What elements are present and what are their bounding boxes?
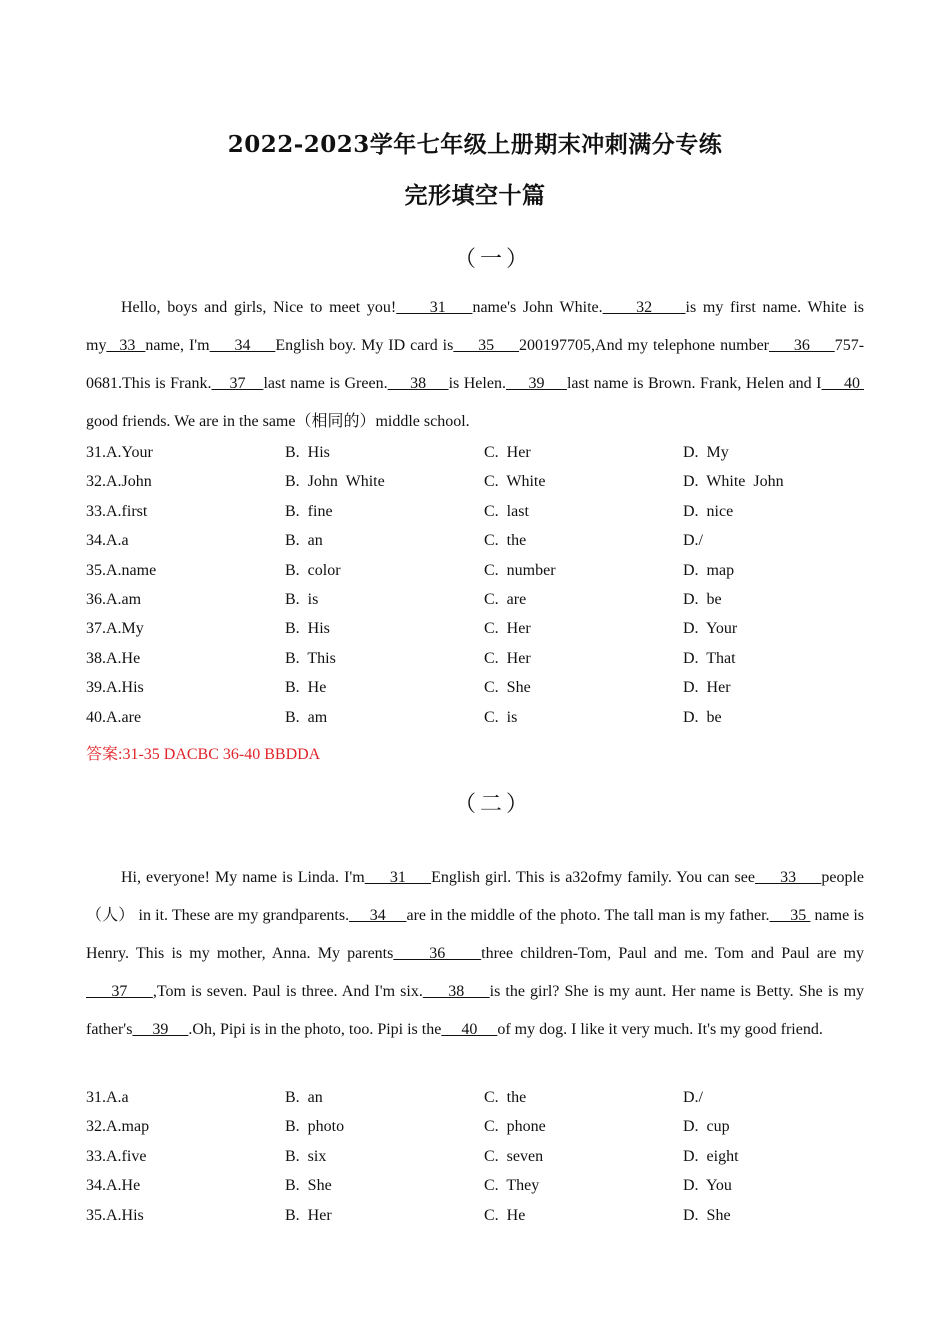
passage-text: 200197705,And my telephone number (519, 337, 770, 354)
question-row (86, 1089, 886, 1115)
question-row (86, 709, 886, 735)
blank-line: 40 (821, 375, 865, 392)
passage-text: ,Tom is seven. Paul is three. And I'm six. (152, 983, 423, 1000)
passage-text: name's John White. (472, 299, 603, 316)
question-option-d: D. White John (683, 473, 784, 491)
question-option-a: 36.A.am (86, 591, 142, 608)
question-option-d: D. be (683, 591, 722, 608)
question-row (86, 591, 886, 617)
question-option-a: 33.A.first (86, 502, 148, 520)
question-row (86, 620, 886, 646)
question-row (86, 532, 886, 558)
question-row (86, 1177, 886, 1203)
question-option-d: D./ (683, 1089, 703, 1106)
question-option-d: D. You (683, 1177, 732, 1195)
passage-text: last name is Brown. Frank, Helen and I (566, 375, 822, 392)
blank-line: 36 (393, 945, 482, 962)
question-option-b: B. She (285, 1177, 332, 1195)
passage-text: Hi, everyone! My name is Linda. I'm (121, 869, 365, 886)
question-option-b: B. color (285, 561, 341, 579)
question-option-d: D. cup (683, 1118, 730, 1136)
question-option-c: C. Her (484, 444, 531, 461)
question-option-a: 40.A.are (86, 708, 142, 726)
blank-line: 34 (209, 337, 276, 354)
question-option-b: B. is (285, 591, 319, 608)
blank-line: 39 (132, 1021, 189, 1038)
question-option-d: D. She (683, 1206, 731, 1224)
question-option-c: C. the (484, 1089, 527, 1106)
blank-line: 35 (453, 337, 520, 354)
section-heading-2: （二） (453, 792, 532, 817)
passage-text: is the girl? She is my aunt. Her name is Betty. She is my father's (86, 983, 865, 1038)
question-option-c: C. Her (484, 620, 531, 638)
passage-text: English boy. My ID card is (275, 337, 454, 354)
question-option-a: 31.A.a (86, 1089, 129, 1106)
blank-line: 38 (387, 375, 449, 392)
question-option-b: B. fine (285, 502, 333, 520)
page-subtitle: 完形填空十篇 (404, 182, 546, 209)
blank-line: 37 (86, 983, 153, 1000)
question-option-d: D. Your (683, 620, 738, 638)
question-option-a: 34.A.He (86, 1177, 141, 1195)
question-option-a: 32.A.map (86, 1118, 150, 1136)
question-option-b: B. His (285, 444, 330, 461)
question-option-d: D. That (683, 649, 736, 667)
passage-text: 757-0681.This is Frank. (86, 337, 865, 392)
question-option-c: C. She (484, 679, 531, 697)
page-title: 2022-2023学年七年级上册期末冲刺满分专练 (227, 131, 723, 158)
passage-text: Hello, boys and girls, Nice to meet you! (121, 299, 397, 316)
question-option-c: C. is (484, 708, 518, 726)
question-option-b: B. photo (285, 1118, 345, 1136)
blank-line: 35 (769, 907, 811, 924)
passage-text: last name is Green. (263, 375, 388, 392)
passage-text: English girl. This is a32ofmy family. You can see (431, 869, 755, 886)
question-row (86, 1148, 886, 1174)
passage-text: good friends. We are in the same（相同的）middle school. (86, 413, 470, 430)
question-option-a: 37.A.My (86, 620, 144, 638)
blank-line: 33 (754, 869, 822, 886)
question-option-d: D. Her (683, 679, 731, 697)
question-option-c: C. White (484, 473, 546, 491)
question-option-a: 35.A.His (86, 1206, 144, 1224)
blank-line: 37 (211, 375, 264, 392)
blank-line: 38 (422, 983, 490, 1000)
question-option-b: B. His (285, 620, 330, 638)
question-option-a: 34.A.a (86, 532, 129, 550)
blank-line: _ 33 (106, 337, 146, 354)
blank-line: 39 (505, 375, 567, 392)
question-option-a: 38.A.He (86, 649, 141, 667)
question-option-c: C. Her (484, 649, 531, 667)
question-option-d: D. be (683, 708, 722, 726)
question-row (86, 1207, 886, 1233)
question-option-b: B. This (285, 649, 336, 667)
passage-text: name is Henry. This is my mother, Anna. My parents (86, 907, 865, 962)
question-option-b: B. Her (285, 1206, 332, 1224)
question-option-c: C. seven (484, 1147, 544, 1165)
question-option-d: D. map (683, 561, 735, 579)
passage-text: .Oh, Pipi is in the photo, too. Pipi is the (188, 1021, 442, 1038)
blank-line: 32 (602, 299, 686, 316)
question-option-c: C. phone (484, 1118, 546, 1136)
passage-text: three children-Tom, Paul and me. Tom and Paul are my (481, 945, 864, 962)
passage-text: are in the middle of the photo. The tall man is my father. (406, 907, 770, 924)
blank-line: 40 (441, 1021, 498, 1038)
passage-text: is Helen. (448, 375, 506, 392)
question-option-b: B. He (285, 679, 327, 697)
question-option-c: C. number (484, 561, 556, 579)
question-option-a: 31.A.Your (86, 444, 153, 461)
question-option-a: 39.A.His (86, 679, 144, 697)
question-option-c: C. They (484, 1177, 540, 1195)
question-row (86, 473, 886, 499)
question-option-b: B. an (285, 532, 323, 550)
question-option-a: 35.A.name (86, 561, 157, 579)
question-option-c: C. He (484, 1206, 526, 1224)
question-option-c: C. last (484, 502, 529, 520)
passage-text: is my first name. White is my (86, 299, 865, 354)
question-row (86, 503, 886, 529)
passage-text: name, I'm (145, 337, 210, 354)
question-row (86, 650, 886, 676)
passage-text: of my dog. I like it very much. It's my good friend. (497, 1021, 823, 1038)
question-option-a: 32.A.John (86, 473, 152, 491)
blank-line: 31 (396, 299, 473, 316)
blank-line: 36 (769, 337, 835, 354)
question-option-b: B. six (285, 1147, 327, 1165)
question-option-d: D. eight (683, 1147, 739, 1165)
passage-2 (86, 859, 864, 1049)
question-option-d: D. nice (683, 502, 734, 520)
question-option-b: B. John White (285, 473, 385, 491)
question-option-a: 33.A.five (86, 1147, 147, 1165)
question-option-c: C. the (484, 532, 527, 550)
answer-key-1: 答案:31-35 DACBC 36-40 BBDDA (86, 746, 321, 763)
question-row (86, 562, 886, 588)
question-option-d: D. My (683, 444, 729, 461)
question-row (86, 679, 886, 705)
question-row (86, 1118, 886, 1144)
passage-text: people（人） in it. These are my grandparents. (86, 869, 864, 924)
question-option-b: B. an (285, 1089, 323, 1106)
blank-line: 34 (349, 907, 407, 924)
question-option-c: C. are (484, 591, 527, 608)
question-option-b: B. am (285, 708, 328, 726)
section-heading-1: （一） (453, 247, 532, 272)
blank-line: 31 (364, 869, 432, 886)
passage-1 (86, 289, 864, 441)
question-option-d: D./ (683, 532, 703, 550)
question-row (86, 444, 886, 470)
